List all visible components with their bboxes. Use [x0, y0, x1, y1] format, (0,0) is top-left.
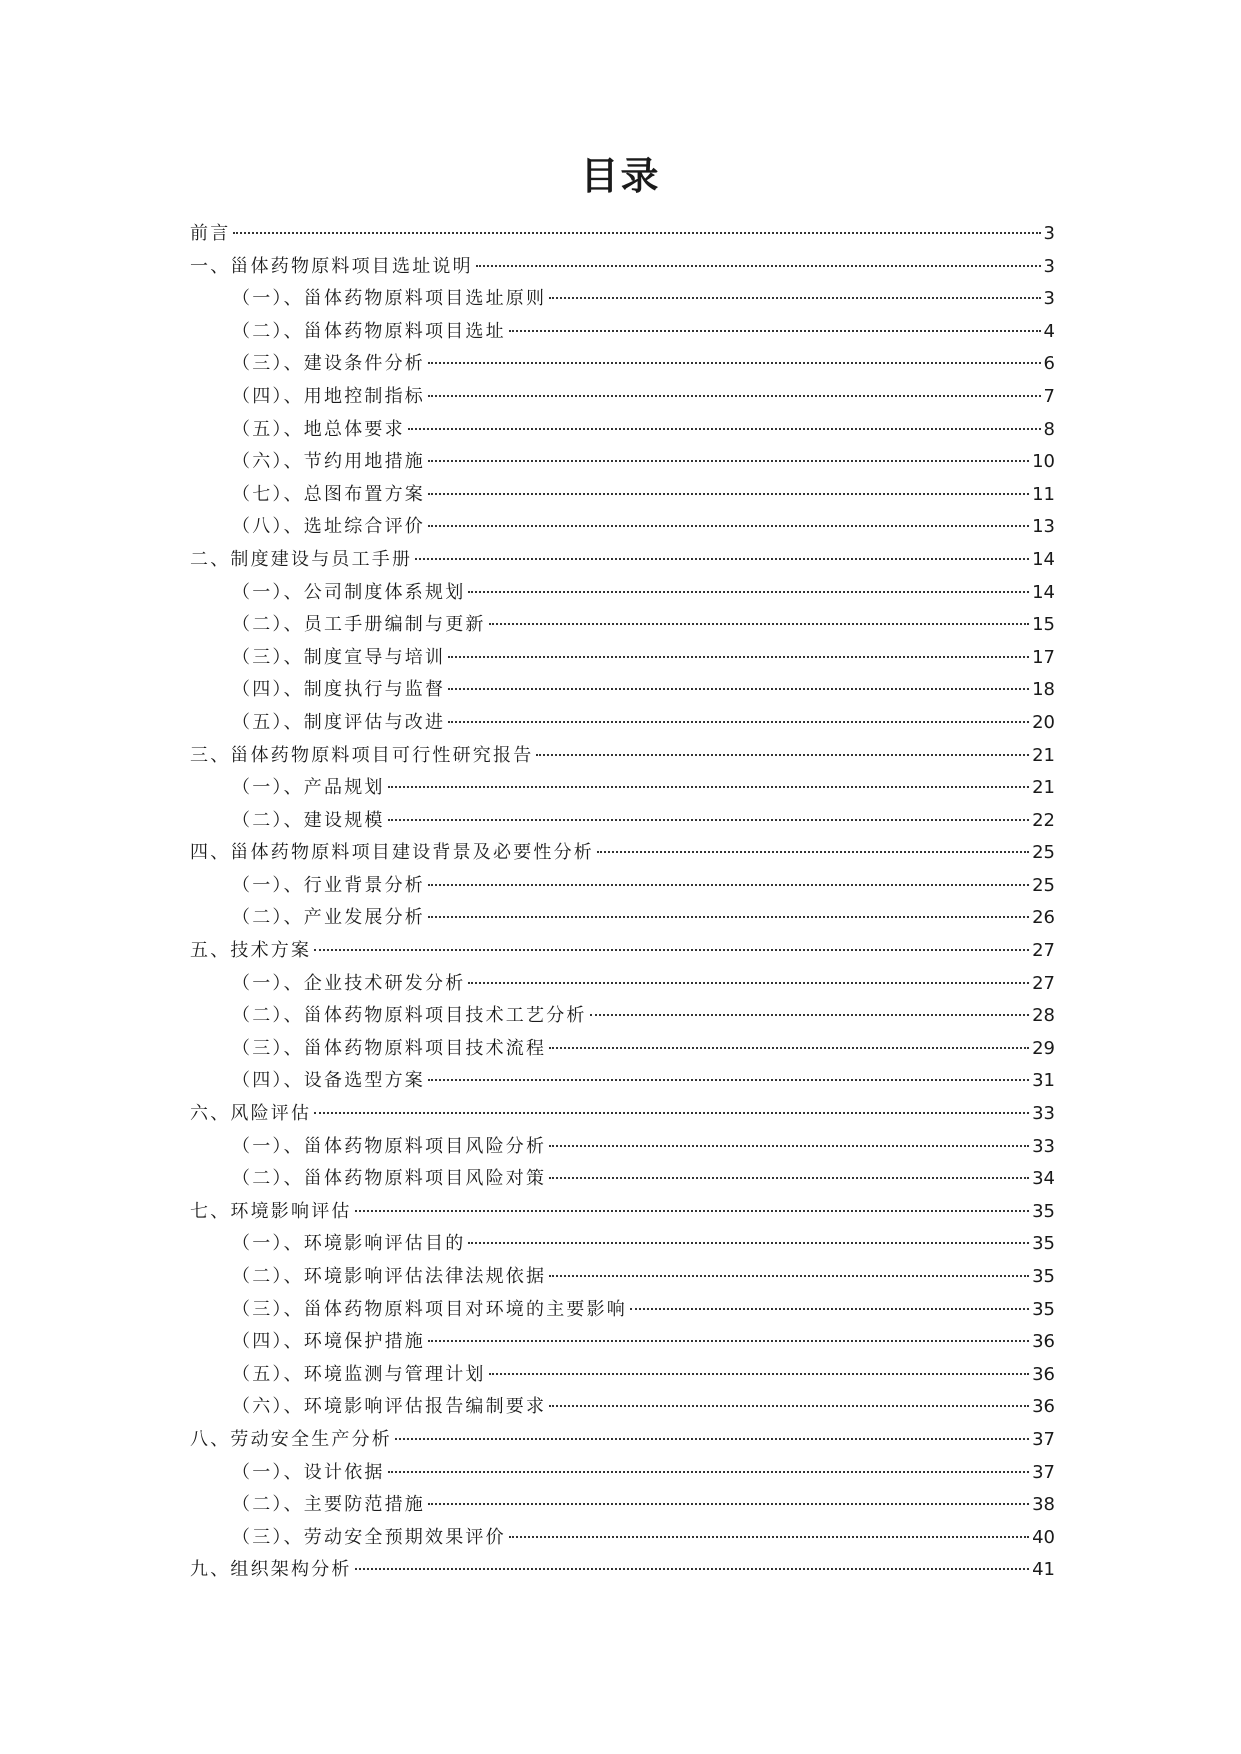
toc-entry-title: （四）、用地控制指标 — [232, 385, 425, 407]
toc-dot-leader — [428, 493, 1029, 495]
toc-dot-leader — [428, 916, 1029, 918]
toc-entry-title: （一）、企业技术研发分析 — [232, 972, 466, 994]
toc-entry[interactable] — [190, 1424, 1055, 1457]
toc-entry-page-number: 25 — [1032, 842, 1055, 864]
toc-entry-title: （一）、环境影响评估目的 — [232, 1233, 466, 1255]
toc-entry[interactable] — [190, 414, 1055, 447]
toc-entry-title: 八、劳动安全生产分析 — [190, 1428, 392, 1450]
toc-entry-page-number: 13 — [1032, 516, 1055, 538]
toc-dot-leader — [428, 1079, 1029, 1081]
toc-entry[interactable] — [190, 837, 1055, 870]
toc-entry[interactable] — [190, 544, 1055, 577]
toc-dot-leader — [549, 1177, 1029, 1179]
toc-dot-leader — [549, 1145, 1029, 1147]
toc-entry[interactable] — [190, 1228, 1055, 1261]
toc-entry[interactable] — [190, 1065, 1055, 1098]
toc-dot-leader — [489, 1373, 1029, 1375]
toc-dot-leader — [509, 330, 1041, 332]
toc-entry-page-number: 37 — [1032, 1428, 1055, 1450]
toc-entry[interactable] — [190, 1000, 1055, 1033]
toc-entry-title: （一）、行业背景分析 — [232, 874, 425, 896]
toc-entry-page-number: 3 — [1043, 288, 1055, 310]
toc-entry-title: （七）、总图布置方案 — [232, 483, 425, 505]
toc-dot-leader — [597, 851, 1029, 853]
toc-dot-leader — [428, 525, 1029, 527]
toc-entry-page-number: 33 — [1032, 1135, 1055, 1157]
toc-entry-title: （三）、劳动安全预期效果评价 — [232, 1526, 506, 1548]
toc-entry-page-number: 38 — [1032, 1494, 1055, 1516]
toc-entry-page-number: 41 — [1032, 1559, 1055, 1581]
toc-entry[interactable] — [190, 1261, 1055, 1294]
toc-entry-title: （二）、建设规模 — [232, 809, 385, 831]
toc-dot-leader — [233, 232, 1040, 234]
toc-entry-title: （二）、甾体药物原料项目风险对策 — [232, 1168, 547, 1190]
toc-entry-title: 四、甾体药物原料项目建设背景及必要性分析 — [190, 842, 594, 864]
toc-entry[interactable] — [190, 772, 1055, 805]
toc-dot-leader — [428, 395, 1041, 397]
toc-entry[interactable] — [190, 1326, 1055, 1359]
toc-entry-title: （三）、甾体药物原料项目技术流程 — [232, 1037, 547, 1059]
toc-entry-page-number: 40 — [1032, 1526, 1055, 1548]
toc-dot-leader — [388, 1471, 1029, 1473]
toc-entry[interactable] — [190, 1163, 1055, 1196]
toc-entry-page-number: 6 — [1043, 353, 1055, 375]
toc-entry-page-number: 27 — [1032, 940, 1055, 962]
toc-entry-page-number: 33 — [1032, 1103, 1055, 1125]
toc-dot-leader — [468, 982, 1029, 984]
toc-entry[interactable] — [190, 805, 1055, 838]
toc-entry-title: 七、环境影响评估 — [190, 1200, 352, 1222]
toc-entry-page-number: 11 — [1032, 483, 1055, 505]
toc-entry[interactable] — [190, 1098, 1055, 1131]
toc-entry-title: （一）、产品规划 — [232, 777, 385, 799]
toc-entry-title: （二）、甾体药物原料项目技术工艺分析 — [232, 1005, 587, 1027]
toc-entry-page-number: 18 — [1032, 679, 1055, 701]
toc-dot-leader — [428, 362, 1041, 364]
table-of-contents — [190, 218, 1055, 1587]
toc-dot-leader — [476, 265, 1041, 267]
toc-entry-title: （一）、设计依据 — [232, 1461, 385, 1483]
toc-dot-leader — [355, 1568, 1029, 1570]
toc-entry-title: （四）、设备选型方案 — [232, 1070, 425, 1092]
toc-entry[interactable] — [190, 1457, 1055, 1490]
toc-entry-title: 二、制度建设与员工手册 — [190, 548, 413, 570]
toc-entry-page-number: 8 — [1043, 418, 1055, 440]
toc-entry[interactable] — [190, 316, 1055, 349]
toc-entry-page-number: 37 — [1032, 1461, 1055, 1483]
toc-entry-page-number: 35 — [1032, 1200, 1055, 1222]
toc-entry-title: （一）、甾体药物原料项目风险分析 — [232, 1135, 547, 1157]
toc-entry[interactable] — [190, 1391, 1055, 1424]
toc-entry-page-number: 17 — [1032, 646, 1055, 668]
toc-entry-title: （一）、甾体药物原料项目选址原则 — [232, 288, 547, 310]
toc-entry-title: （四）、制度执行与监督 — [232, 679, 446, 701]
toc-entry-page-number: 36 — [1032, 1363, 1055, 1385]
toc-entry[interactable] — [190, 968, 1055, 1001]
toc-dot-leader — [549, 1047, 1029, 1049]
toc-entry-title: （五）、地总体要求 — [232, 418, 405, 440]
toc-entry[interactable] — [190, 348, 1055, 381]
toc-entry-title: （五）、环境监测与管理计划 — [232, 1363, 486, 1385]
toc-dot-leader — [468, 591, 1029, 593]
toc-entry-title: （二）、员工手册编制与更新 — [232, 614, 486, 636]
toc-entry-page-number: 3 — [1043, 255, 1055, 277]
toc-entry-title: （二）、甾体药物原料项目选址 — [232, 320, 506, 342]
toc-entry-title: （八）、选址综合评价 — [232, 516, 425, 538]
toc-dot-leader — [549, 297, 1040, 299]
toc-entry-title: 五、技术方案 — [190, 940, 312, 962]
toc-entry-title: 六、风险评估 — [190, 1103, 312, 1125]
toc-entry-title: （三）、制度宣导与培训 — [232, 646, 446, 668]
toc-entry[interactable] — [190, 1131, 1055, 1164]
toc-entry[interactable] — [190, 479, 1055, 512]
toc-dot-leader — [428, 884, 1029, 886]
toc-dot-leader — [509, 1536, 1029, 1538]
toc-entry-page-number: 26 — [1032, 907, 1055, 929]
toc-dot-leader — [549, 1275, 1029, 1277]
toc-entry-page-number: 22 — [1032, 809, 1055, 831]
toc-entry-page-number: 25 — [1032, 874, 1055, 896]
toc-entry-page-number: 27 — [1032, 972, 1055, 994]
toc-entry[interactable] — [190, 511, 1055, 544]
toc-entry-page-number: 36 — [1032, 1396, 1055, 1418]
toc-dot-leader — [468, 1242, 1029, 1244]
toc-entry-page-number: 14 — [1032, 548, 1055, 570]
toc-entry-title: （一）、公司制度体系规划 — [232, 581, 466, 603]
toc-entry-page-number: 3 — [1043, 223, 1055, 244]
toc-entry[interactable] — [190, 740, 1055, 773]
toc-dot-leader — [355, 1210, 1029, 1212]
toc-dot-leader — [590, 1014, 1029, 1016]
toc-dot-leader — [630, 1308, 1029, 1310]
toc-entry-title: （四）、环境保护措施 — [232, 1331, 425, 1353]
toc-entry-title: 三、甾体药物原料项目可行性研究报告 — [190, 744, 534, 766]
toc-entry[interactable] — [190, 1359, 1055, 1392]
toc-entry-page-number: 10 — [1032, 451, 1055, 473]
toc-dot-leader — [489, 623, 1029, 625]
toc-entry-title: 一、甾体药物原料项目选址说明 — [190, 255, 473, 277]
toc-entry-title: 前言 — [190, 223, 231, 244]
toc-entry-page-number: 28 — [1032, 1005, 1055, 1027]
toc-entry-page-number: 35 — [1032, 1233, 1055, 1255]
toc-entry-title: （二）、产业发展分析 — [232, 907, 425, 929]
toc-entry[interactable] — [190, 283, 1055, 316]
toc-dot-leader — [448, 721, 1029, 723]
toc-dot-leader — [388, 786, 1029, 788]
toc-dot-leader — [428, 1340, 1029, 1342]
toc-entry-page-number: 4 — [1043, 320, 1055, 342]
toc-entry-page-number: 29 — [1032, 1037, 1055, 1059]
toc-entry[interactable] — [190, 381, 1055, 414]
toc-title: 目录 — [580, 154, 661, 198]
toc-entry[interactable] — [190, 577, 1055, 610]
toc-entry[interactable] — [190, 902, 1055, 935]
toc-dot-leader — [314, 1112, 1029, 1114]
toc-dot-leader — [408, 428, 1041, 430]
toc-dot-leader — [448, 656, 1029, 658]
toc-entry-title: （三）、建设条件分析 — [232, 353, 425, 375]
toc-entry-title: （六）、环境影响评估报告编制要求 — [232, 1396, 547, 1418]
toc-entry-page-number: 15 — [1032, 614, 1055, 636]
toc-dot-leader — [415, 558, 1029, 560]
toc-entry-title: 九、组织架构分析 — [190, 1559, 352, 1581]
toc-dot-leader — [536, 754, 1029, 756]
toc-entry-page-number: 20 — [1032, 711, 1055, 733]
toc-dot-leader — [388, 819, 1029, 821]
toc-entry[interactable] — [190, 446, 1055, 479]
toc-entry[interactable] — [190, 1489, 1055, 1522]
toc-entry-page-number: 35 — [1032, 1298, 1055, 1320]
toc-entry-page-number: 36 — [1032, 1331, 1055, 1353]
toc-entry[interactable] — [190, 1522, 1055, 1555]
toc-entry[interactable] — [190, 1554, 1055, 1587]
toc-dot-leader — [314, 949, 1029, 951]
toc-entry-title: （五）、制度评估与改进 — [232, 711, 446, 733]
toc-entry[interactable] — [190, 251, 1055, 284]
toc-dot-leader — [428, 460, 1029, 462]
toc-entry[interactable] — [190, 609, 1055, 642]
toc-entry-title: （二）、主要防范措施 — [232, 1494, 425, 1516]
toc-dot-leader — [448, 688, 1029, 690]
toc-entry-page-number: 14 — [1032, 581, 1055, 603]
toc-entry-title: （六）、节约用地措施 — [232, 451, 425, 473]
toc-entry-title: （三）、甾体药物原料项目对环境的主要影响 — [232, 1298, 627, 1320]
toc-entry[interactable] — [190, 935, 1055, 968]
toc-entry[interactable] — [190, 1294, 1055, 1327]
toc-entry-page-number: 21 — [1032, 777, 1055, 799]
toc-entry[interactable] — [190, 870, 1055, 903]
toc-entry[interactable] — [190, 642, 1055, 675]
toc-entry-page-number: 31 — [1032, 1070, 1055, 1092]
toc-entry[interactable] — [190, 707, 1055, 740]
toc-dot-leader — [549, 1405, 1029, 1407]
toc-entry-page-number: 35 — [1032, 1266, 1055, 1287]
toc-dot-leader — [428, 1503, 1029, 1505]
toc-entry[interactable] — [190, 674, 1055, 707]
toc-entry-page-number: 34 — [1032, 1168, 1055, 1190]
toc-entry-page-number: 21 — [1032, 744, 1055, 766]
toc-entry[interactable] — [190, 1196, 1055, 1229]
toc-entry-title: （二）、环境影响评估法律法规依据 — [232, 1266, 547, 1287]
toc-entry[interactable] — [190, 1033, 1055, 1066]
toc-entry-page-number: 7 — [1043, 385, 1055, 407]
toc-entry[interactable] — [190, 218, 1055, 251]
toc-dot-leader — [395, 1438, 1029, 1440]
